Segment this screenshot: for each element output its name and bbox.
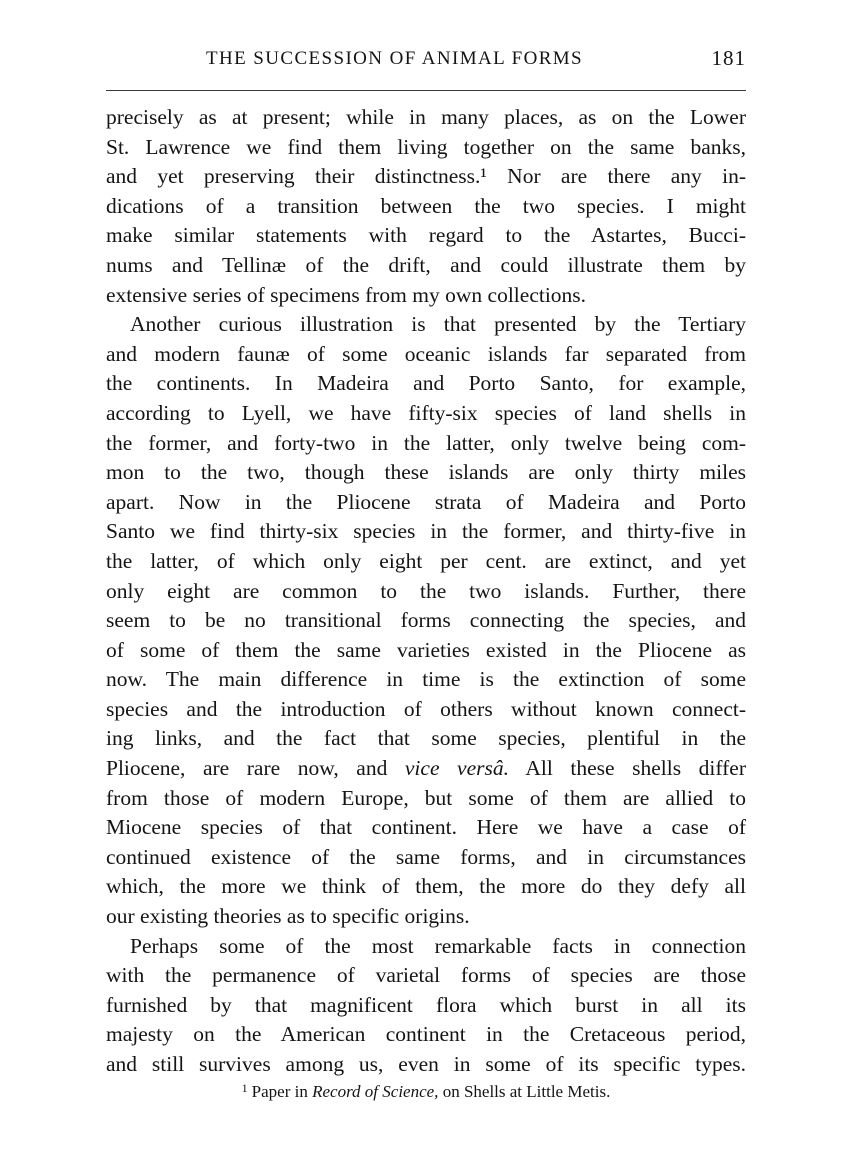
text-line: mon to the two, though these islands are only thirty miles	[106, 460, 746, 485]
text-line: from those of modern Europe, but some of them are allied to	[106, 785, 746, 810]
text-line: our existing theories as to specific origins.	[106, 904, 470, 929]
header-rule	[106, 90, 746, 91]
text-line: according to Lyell, we have fifty-six species of land shells in	[106, 400, 746, 425]
running-title: THE SUCCESSION OF ANIMAL FORMS	[206, 48, 584, 69]
text-line: and modern faunæ of some oceanic islands far separated from	[106, 341, 746, 366]
text-line: of some of them the same varieties existed in the Pliocene as	[106, 637, 746, 662]
text-line: Santo we find thirty-six species in the former, and thirty-five in	[106, 519, 746, 544]
text-line: continued existence of the same forms, and in circumstances	[106, 844, 746, 869]
footnote-suffix: on Shells at Little Metis.	[442, 1082, 611, 1101]
text-line: ing links, and the fact that some species, plentiful in the	[106, 726, 746, 751]
footnote-mark: 1	[241, 1081, 248, 1095]
text-line: Perhaps some of the most remarkable facts in connection	[130, 933, 746, 958]
text-line: Another curious illustration is that presented by the Tertiary	[130, 312, 746, 337]
text-line: St. Lawrence we find them living together on the same banks,	[106, 134, 746, 159]
text-line: precisely as at present; while in many places, as on the Lower	[106, 105, 746, 129]
text-line: the continents. In Madeira and Porto Santo, for example,	[106, 371, 746, 396]
text-line: dications of a transition between the two species. I might	[106, 193, 746, 218]
text-line: only eight are common to the two islands. Further, there	[106, 578, 746, 603]
text-line: and still survives among us, even in some of its specific types.	[106, 1052, 746, 1076]
text-line: the latter, of which only eight per cent. are extinct, and yet	[106, 548, 746, 573]
text-line: species and the introduction of others without known connect-	[106, 696, 746, 721]
text-line: which, the more we think of them, the more do they defy all	[106, 874, 746, 899]
text-line: Miocene species of that continent. Here we have a case of	[106, 815, 746, 840]
text-line: now. The main difference in time is the extinction of some	[106, 667, 746, 692]
text-line: seem to be no transitional forms connecting the species, and	[106, 608, 746, 633]
body-text	[106, 103, 746, 1080]
text-line: the former, and forty-two in the latter, only twelve being com-	[106, 430, 746, 455]
text-line-mixed	[106, 754, 746, 784]
text-segment: Pliocene, are rare now, and	[106, 756, 388, 781]
footnote	[106, 1081, 746, 1102]
text-line: furnished by that magnificent flora which burst in all its	[106, 992, 746, 1017]
text-line: and yet preserving their distinctness.¹ Nor are there any in-	[106, 164, 746, 189]
text-line: make similar statements with regard to the Astartes, Bucci-	[106, 223, 746, 248]
footnote-prefix: Paper in	[251, 1082, 308, 1101]
text-line: nums and Tellinæ of the drift, and could illustrate them by	[106, 252, 746, 277]
text-line: with the permanence of varietal forms of species are those	[106, 963, 746, 988]
footnote-source-title: Record of Science,	[312, 1082, 439, 1101]
page-number: 181	[711, 46, 746, 70]
text-line: extensive series of specimens from my own collections.	[106, 282, 587, 307]
text-line: majesty on the American continent in the Cretaceous period,	[106, 1022, 746, 1047]
text-segment: All these shells differ	[525, 756, 746, 781]
running-head	[106, 48, 746, 76]
italic-phrase: vice versâ.	[404, 756, 509, 781]
text-line: apart. Now in the Pliocene strata of Madeira and Porto	[106, 489, 746, 514]
